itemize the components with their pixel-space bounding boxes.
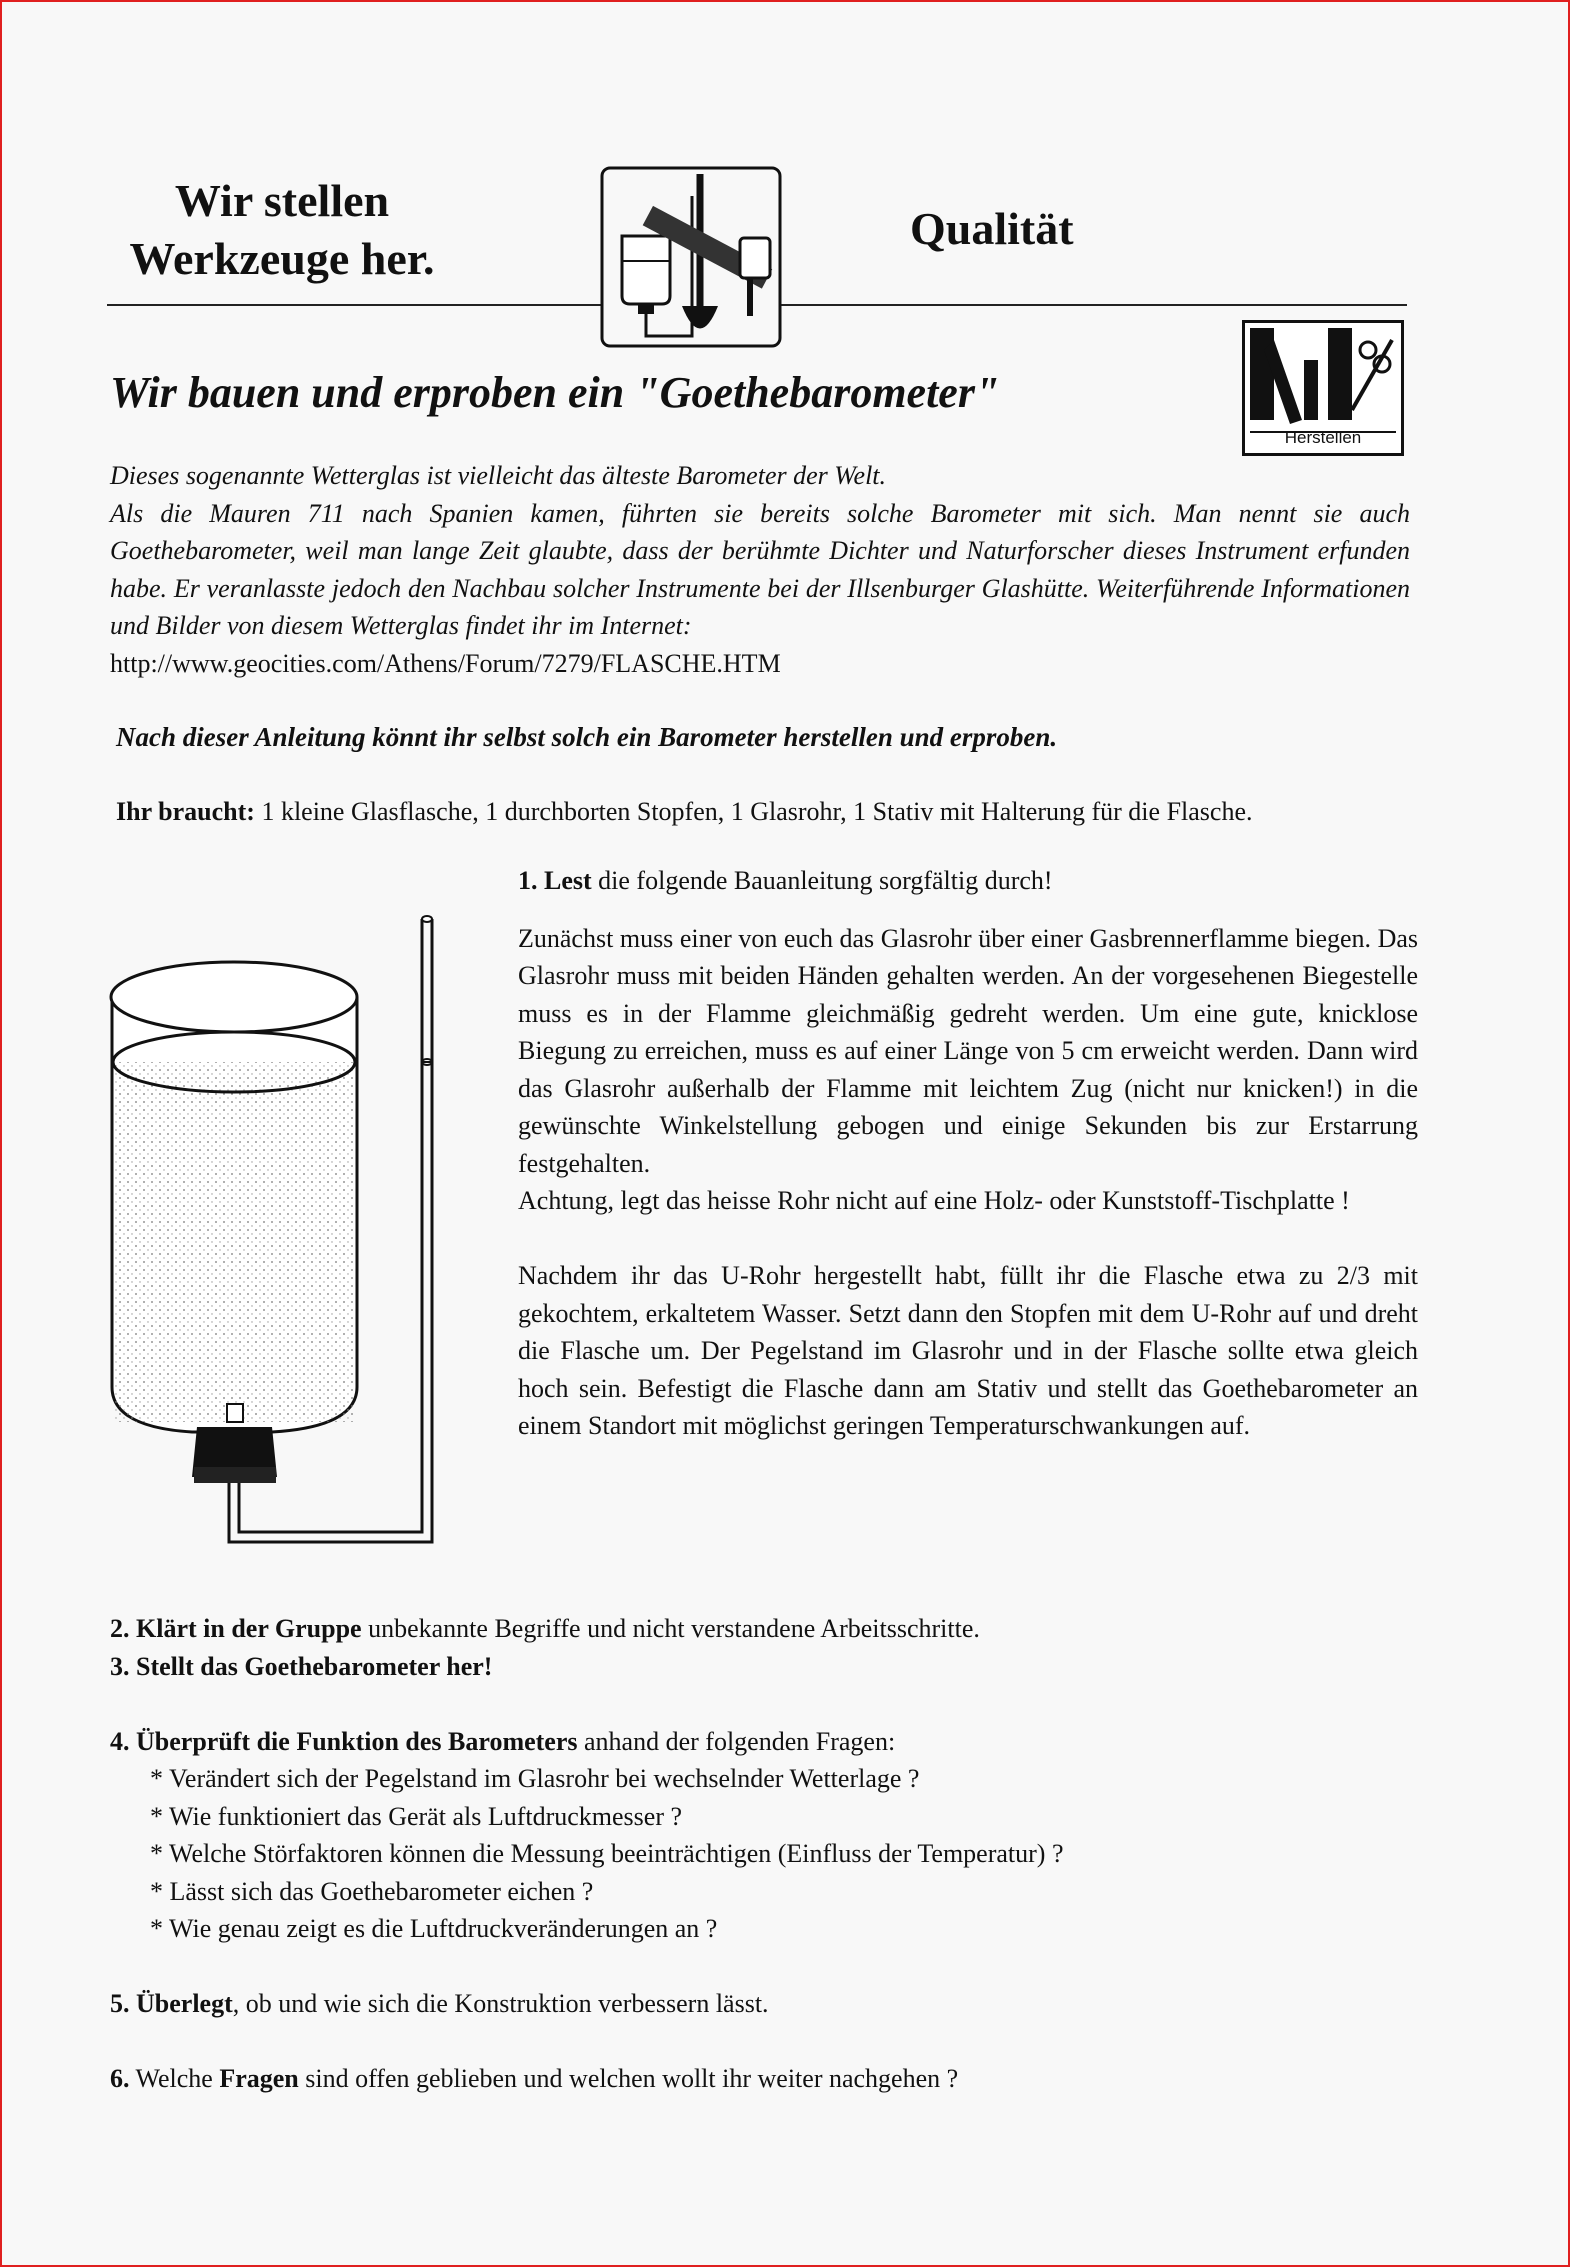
step1-para1: Zunächst muss einer von euch das Glasrohr über einer Gasbrennerflamme biegen. Das Glasrohr muss mit beiden Händen gehalten werden. An der vorgesehenen Biegestelle muss es in der Flamme gleichmäßig gedreht werden. Um eine gute, knicklose Biegung zu erreichen, muss es auf einer Länge von 5 cm erweicht werden. Dann wird das Glasrohr außerhalb der Flamme mit leichtem Zug (nicht nur knicken!) in die gewünschte Winkelstellung gebogen und einige Sekunden bis zur Erstarrung festgehalten. <box>518 923 1418 1178</box>
step3-bold: 3. Stellt das Goethebarometer her! <box>110 1651 493 1681</box>
step1-number: 1. <box>518 866 538 895</box>
intro-url: http://www.geocities.com/Athens/Forum/7279/FLASCHE.HTM <box>110 648 781 678</box>
step4-bold: 4. Überprüft die Funktion des Barometers <box>110 1726 578 1756</box>
step2-line <box>110 1610 1410 1648</box>
header-left-line2: Werkzeuge her. <box>129 233 435 284</box>
step1-bold: Lest <box>544 866 592 895</box>
step5-line <box>110 1985 1410 2023</box>
barometer-diagram <box>102 907 452 1557</box>
materials-line <box>116 797 1252 827</box>
step6-bold: Fragen <box>219 2064 299 2093</box>
step1-para3: Nachdem ihr das U-Rohr hergestellt habt, füllt ihr die Flasche etwa zu 2/3 mit gekochtem, erkaltetem Wasser. Setzt dann den Stopfen mit dem U-Rohr auf und dreht die Flasche um. Der Pegelstand im Glasrohr und in der Flasche sollte etwa gleich hoch sein. Befestigt die Flasche dann am Stativ und stellt das Goethebarometer an einem Standort mit möglichst geringen Temperaturschwankungen auf. <box>518 1261 1418 1440</box>
step1-heading <box>518 862 1418 900</box>
intro-text <box>110 457 1410 682</box>
step4-rest: anhand der folgenden Fragen: <box>577 1726 896 1756</box>
step6-rest: sind offen geblieben und welchen wollt ihr weiter nachgehen ? <box>298 2064 959 2093</box>
question-3: * Welche Störfaktoren können die Messung beeinträchtigen (Einfluss der Temperatur) ? <box>150 1839 1064 1868</box>
badge-label: Herstellen <box>1284 428 1362 447</box>
step6-number: 6. <box>110 2064 130 2093</box>
question-1: * Verändert sich der Pegelstand im Glasrohr bei wechselnder Wetterlage ? <box>150 1764 920 1793</box>
step4-line <box>110 1723 1410 1761</box>
question-2: * Wie funktioniert das Gerät als Luftdruckmesser ? <box>150 1801 683 1831</box>
header-left-line1: Wir stellen <box>174 175 390 226</box>
step6-line <box>110 2060 1410 2098</box>
tools-logo-icon <box>600 166 782 348</box>
header-left-slogan <box>112 172 452 288</box>
step1-section <box>518 862 1418 1445</box>
step3-line <box>110 1648 1410 1686</box>
intro-line2: Als die Mauren 711 nach Spanien kamen, führten sie bereits solche Barometer mit sich. Man nennt sie auch Goethebarometer, weil man lange Zeit glaubte, dass der berühmte Dichter und Naturforscher dieses Instrument erfunden habe. Er veranlasste jedoch den Nachbau solcher Instrumente bei der Illsenburger Glashütte. Weiterführende Informationen und Bilder von diesem Wetterglas findet ihr im Internet: <box>110 498 1410 640</box>
question-4: * Lässt sich das Goethebarometer eichen ? <box>150 1876 594 1906</box>
question-5: * Wie genau zeigt es die Luftdruckveränderungen an ? <box>150 1914 718 1943</box>
herstellen-badge <box>1242 320 1404 456</box>
step5-bold: 5. Überlegt <box>110 1989 233 2018</box>
materials-text: 1 kleine Glasflasche, 1 durchborten Stopfen, 1 Glasrohr, 1 Stativ mit Halterung für die Flasche. <box>254 797 1253 826</box>
step1-para2: Achtung, legt das heisse Rohr nicht auf eine Holz- oder Kunststoff-Tischplatte ! <box>518 1186 1350 1215</box>
step2-bold: 2. Klärt in der Gruppe <box>110 1614 362 1643</box>
step6-pre: Welche <box>129 2064 220 2093</box>
header-right-label: Qualität <box>910 203 1074 254</box>
page-title: Wir bauen und erproben ein "Goethebarometer" <box>110 368 1000 417</box>
step2-rest: unbekannte Begriffe und nicht verstandene Arbeitsschritte. <box>361 1614 980 1643</box>
step1-rest: die folgende Bauanleitung sorgfältig durch! <box>591 866 1053 895</box>
remaining-steps <box>110 1610 1410 2098</box>
step5-rest: , ob und wie sich die Konstruktion verbessern lässt. <box>232 1989 769 2018</box>
materials-label: Ihr braucht: <box>116 797 255 826</box>
lead-sentence: Nach dieser Anleitung könnt ihr selbst solch ein Barometer herstellen und erproben. <box>116 722 1058 752</box>
intro-line1: Dieses sogenannte Wetterglas ist vielleicht das älteste Barometer der Welt. <box>110 461 887 490</box>
